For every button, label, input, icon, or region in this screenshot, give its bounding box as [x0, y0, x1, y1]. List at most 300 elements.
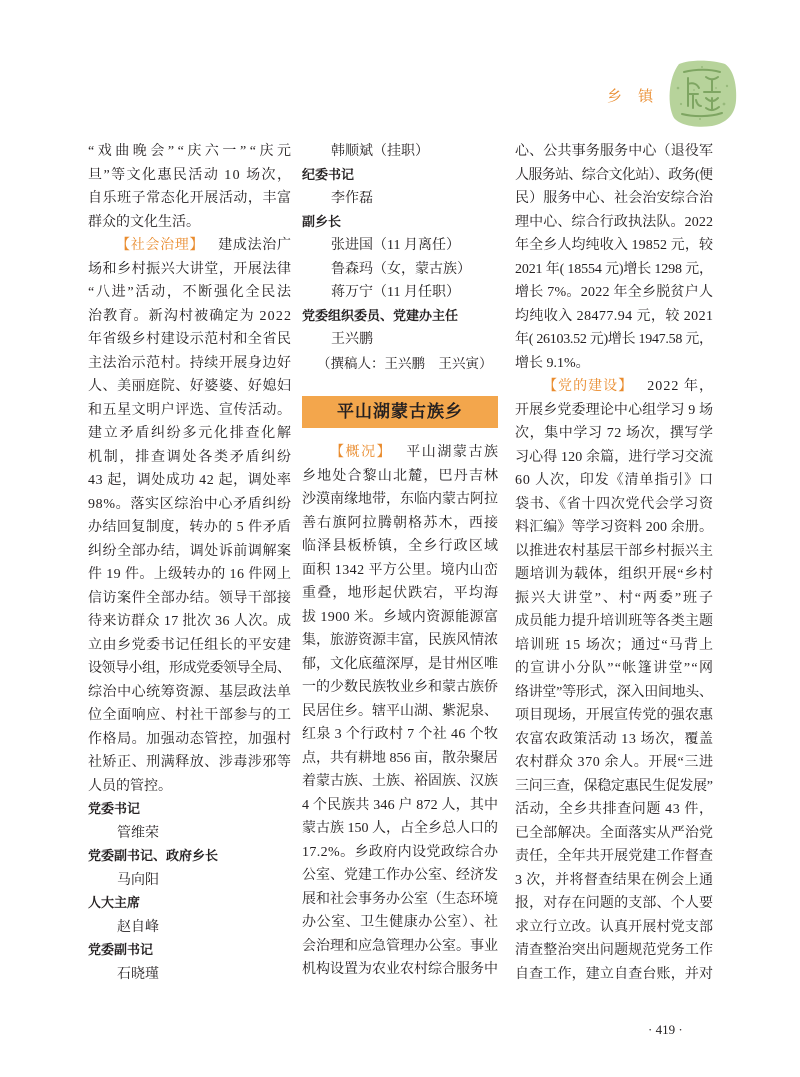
paragraph-text: 和五星文明户评选、宣传活动。 [88, 402, 292, 418]
paragraph-line [515, 375, 713, 399]
official-name [302, 187, 498, 211]
paragraph-line [88, 422, 291, 446]
paragraph-text: 郁，文化底蕴深厚，是甘州区唯 [302, 656, 498, 672]
paragraph-line-text [302, 653, 498, 677]
paragraph-text: 纠纷全部办结，调处诉前调解案 [88, 543, 292, 559]
paragraph-line [88, 516, 291, 540]
paragraph-line-text [302, 911, 499, 935]
paragraph-line [515, 446, 713, 470]
paragraph-line-text [88, 775, 172, 799]
paragraph-line [88, 234, 291, 258]
paragraph-line [88, 187, 291, 211]
paragraph-line-text [543, 375, 714, 399]
paragraph-line [88, 305, 291, 329]
paragraph-text: 办公室、卫生健康办公室）、社 [302, 915, 499, 931]
paragraph-line [515, 140, 713, 164]
paragraph-line-text [302, 723, 498, 747]
paragraph-line-text [88, 610, 291, 634]
paragraph-line-text [302, 465, 499, 489]
paragraph-line-text [302, 841, 498, 865]
paragraph-line [515, 704, 713, 728]
position-title [88, 939, 291, 963]
paragraph-line-text [88, 399, 292, 423]
paragraph-line-text [302, 747, 498, 771]
position-title [88, 892, 291, 916]
paragraph-line-text [302, 606, 498, 630]
paragraph-line [515, 845, 713, 869]
paragraph-text: 乡地处合黎山北麓，巴丹吉林 [302, 468, 500, 484]
paragraph-text: 题培训为载体，组织开展“乡村 [515, 567, 714, 583]
paragraph-line-text [88, 516, 291, 540]
paragraph-text: 求立行立改。认真开展村党支部 [515, 919, 714, 935]
paragraph-line-text [515, 798, 714, 822]
official-name-text: 管维荣 [117, 825, 159, 841]
paragraph-line-text [302, 700, 498, 724]
official-name-text: 石晓瑾 [117, 966, 159, 982]
paragraph-line-text [302, 629, 498, 653]
paragraph-text: 沙漠南缘地带，东临内蒙古阿拉 [302, 492, 498, 508]
paragraph-text: 场和乡村振兴大讲堂，开展法律 [88, 261, 292, 277]
paragraph-text: 责任，全年共开展党建工作督查 [515, 849, 714, 865]
paragraph-line-text [88, 422, 293, 446]
paragraph-line-text [515, 516, 713, 540]
paragraph-line-text [88, 704, 292, 728]
paragraph-text: 报，对存在问题的支部、个人要 [515, 896, 714, 912]
paragraph-line-text [515, 963, 713, 987]
paragraph-text: 袋书、《省十四次党代会学习资 [515, 496, 714, 512]
paragraph-text: 年( 26103.52 元)增长 1947.58 元， [515, 332, 713, 348]
paragraph-line [302, 888, 498, 912]
paragraph-text: 次，集中学习 72 场次，撰写学 [515, 426, 714, 442]
paragraph-text: 重叠，地形起伏跌宕，平均海 [302, 586, 500, 602]
paragraph-line-text [515, 728, 714, 752]
paragraph-line [515, 469, 713, 493]
paragraph-text: 均纯收入 28477.94 元，较 2021 [515, 308, 714, 324]
paragraph-text: 60 人次，印发《清单指引》口 [515, 473, 714, 489]
paragraph-line-text [515, 493, 714, 517]
paragraph-line-text [515, 352, 590, 376]
paragraph-text: 人员的管控。 [88, 778, 172, 794]
position-title [302, 211, 498, 235]
paragraph-text: 民居住乡。辖平山湖、紫泥泉、 [302, 703, 498, 719]
paragraph-line-text [515, 187, 713, 211]
position-title-text: 党委书记 [88, 802, 141, 818]
paragraph-line [88, 634, 291, 658]
paragraph-line-text [88, 751, 292, 775]
paragraph-line-text [515, 869, 713, 893]
paragraph-line-text [302, 817, 498, 841]
paragraph-line [88, 446, 291, 470]
paragraph-text: 着蒙古族、土族、裕固族、汉族 [302, 774, 498, 790]
paragraph-text: 料汇编》等学习资料 200 余册。 [515, 520, 714, 536]
paragraph-line [515, 164, 713, 188]
paragraph-line [88, 681, 291, 705]
paragraph-text: 增长 9.1%。 [515, 355, 590, 371]
paragraph-heading-marker: 【社会治理】 [116, 238, 205, 254]
paragraph-line [302, 817, 498, 841]
paragraph-line-text [88, 587, 292, 611]
paragraph-text: 治教育。新沟村被确定为 2022 [88, 308, 293, 324]
paragraph-line-text [330, 441, 500, 465]
paragraph-text: 以推进农村基层干部乡村振兴主 [515, 543, 714, 559]
paragraph-line [88, 375, 291, 399]
paragraph-line-text [302, 559, 498, 583]
paragraph-line-text [515, 704, 713, 728]
paragraph-line [88, 587, 291, 611]
text-column-right [515, 140, 713, 986]
paragraph-text: 习心得 120 余篇，进行学习交流 [515, 449, 714, 465]
paragraph-line [302, 723, 498, 747]
paragraph-line [515, 939, 713, 963]
paragraph-line-text [515, 446, 713, 470]
official-name-text: 李作磊 [331, 191, 373, 207]
paragraph-text: 主法治示范村。持续开展身边好 [88, 355, 292, 371]
paragraph-line [515, 493, 713, 517]
paragraph-text: 点，共有耕地 856 亩，散杂聚居 [302, 750, 498, 766]
position-title-text: 党委副书记 [88, 943, 154, 959]
paragraph-line [515, 352, 713, 376]
paragraph-line [302, 700, 498, 724]
paragraph-line-text [515, 610, 713, 634]
paragraph-line-text [515, 328, 713, 352]
paragraph-line-text [515, 657, 714, 681]
paragraph-text: 临泽县板桥镇，全乡行政区域 [302, 539, 500, 555]
paragraph-line-text [88, 352, 292, 376]
paragraph-line-text [302, 488, 498, 512]
paragraph-text: 机构设置为农业农村综合服务中 [302, 962, 498, 978]
paragraph-text: 建立矛盾纠纷多元化排查化解 [88, 426, 293, 442]
paragraph-line-text [88, 305, 292, 329]
paragraph-text: 自查工作，建立自查台账，并对 [515, 966, 714, 982]
paragraph-line-text [88, 258, 292, 282]
paragraph-line [88, 258, 291, 282]
paragraph-line [515, 563, 713, 587]
paragraph-line-text [515, 681, 713, 705]
paragraph-line [88, 751, 291, 775]
paragraph-line [88, 657, 291, 681]
paragraph-line-text [515, 563, 714, 587]
paragraph-line [302, 841, 498, 865]
official-name-text: 张进国（11 月离任） [331, 238, 460, 254]
paragraph-text: 立由乡党委书记任组长的平安建 [88, 637, 292, 653]
paragraph-line [515, 751, 713, 775]
paragraph-line-text [302, 958, 498, 982]
paragraph-line-text [302, 535, 499, 559]
paragraph-line-text [515, 892, 713, 916]
position-title [302, 164, 498, 188]
paragraph-line [88, 328, 291, 352]
text-column-middle [302, 140, 498, 982]
paragraph-line [515, 305, 713, 329]
official-name [88, 869, 291, 893]
paragraph-line-text [515, 751, 714, 775]
paragraph-line [88, 704, 291, 728]
paragraph-text: 善右旗阿拉腾朝格苏木，西接 [302, 515, 500, 531]
paragraph-line [302, 465, 498, 489]
paragraph-line-text [88, 328, 292, 352]
paragraph-line [88, 164, 291, 188]
paragraph-line [88, 563, 291, 587]
paragraph-line-text [515, 916, 713, 940]
paragraph-line [302, 512, 498, 536]
paragraph-line [515, 281, 713, 305]
paragraph-line [515, 916, 713, 940]
paragraph-line-text [88, 375, 292, 399]
paragraph-line [302, 488, 498, 512]
paragraph-line [302, 770, 498, 794]
paragraph-heading-marker: 【概况】 [330, 445, 393, 461]
paragraph-text: 已全部解决。全面落实从严治党 [515, 825, 714, 841]
paragraph-line [302, 629, 498, 653]
paragraph-line-text [515, 822, 713, 846]
paragraph-line-text [116, 234, 292, 258]
paragraph-line-text [88, 446, 293, 470]
paragraph-line-text [88, 281, 293, 305]
paragraph-line [302, 958, 498, 982]
paragraph-line-text [302, 770, 498, 794]
paragraph-line [515, 728, 713, 752]
paragraph-line-text [88, 140, 295, 164]
paragraph-text: 43 起，调处成功 42 起，调处率 [88, 473, 292, 489]
author-credit-text: （撰稿人：王兴鹏 王兴寅） [317, 355, 493, 371]
official-name [302, 281, 498, 305]
position-title-text: 副乡长 [302, 214, 342, 230]
paragraph-line-text [515, 587, 715, 611]
paragraph-text: 蒙古族 150 人，占全乡总人口的 [302, 821, 498, 837]
paragraph-text: 一的少数民族牧业乡和蒙古族侨 [302, 680, 498, 696]
paragraph-text: “戏曲晚会”“庆六一”“庆元 [88, 144, 295, 160]
paragraph-line [515, 399, 713, 423]
paragraph-text: 旦”等文化惠民活动 10 场次， [88, 167, 293, 183]
paragraph-line-text [515, 775, 713, 799]
paragraph-line-text [515, 281, 713, 305]
position-title [88, 798, 291, 822]
position-title-text: 党委组织委员、党建办主任 [302, 308, 459, 324]
paragraph-line-text [302, 794, 498, 818]
official-name [88, 916, 291, 940]
paragraph-text: 人、美丽庭院、好婆婆、好媳妇 [88, 379, 292, 395]
paragraph-line [302, 441, 498, 465]
paragraph-text: 项目现场，开展宣传党的强农惠 [515, 708, 714, 724]
official-name-text: 王兴鹏 [331, 332, 373, 348]
paragraph-line [88, 469, 291, 493]
paragraph-line-text [515, 469, 714, 493]
position-title [302, 305, 498, 329]
position-title-text: 党委副书记、政府乡长 [88, 849, 219, 865]
paragraph-text: 自乐班子常态化开展活动，丰富 [88, 191, 292, 207]
paragraph-text: 人服务站、综合文化站）、政务(便 [515, 167, 713, 183]
paragraph-text: 综治中心统筹资源、基层政法单 [88, 684, 292, 700]
paragraph-text: 活动，全乡共排查问题 43 件， [515, 802, 714, 818]
paragraph-line [88, 140, 295, 164]
paragraph-text: 建成法治广 [218, 238, 292, 254]
paragraph-line [302, 864, 498, 888]
paragraph-line [515, 211, 713, 235]
paragraph-line [88, 211, 291, 235]
paragraph-line [515, 657, 713, 681]
paragraph-line [515, 775, 713, 799]
paragraph-text: 位全面响应、村社干部参与的工 [88, 708, 292, 724]
paragraph-text: 98%。落实区综治中心矛盾纠纷 [88, 496, 292, 512]
paragraph-text: 面积 1342 平方公里。境内山峦 [302, 562, 499, 578]
paragraph-line-text [302, 512, 499, 536]
paragraph-text: 机制，排查调处各类矛盾纠纷 [88, 449, 293, 465]
paragraph-line [515, 540, 713, 564]
paragraph-text: 会治理和应急管理办公室。事业 [302, 938, 498, 954]
paragraph-line [302, 747, 498, 771]
paragraph-text: 平山湖蒙古族 [406, 445, 500, 461]
paragraph-text: 农富农政策活动 13 场次，覆盖 [515, 731, 714, 747]
official-name-text: 韩顺斌（挂职） [331, 144, 429, 160]
paragraph-text: 社矫正、刑满释放、涉毒涉邪等 [88, 755, 292, 771]
paragraph-text: 件 19 件。上级转办的 16 件网上 [88, 567, 292, 583]
paragraph-line-text [515, 140, 713, 164]
paragraph-text: 红泉 3 个行政村 7 个社 46 个牧 [302, 727, 499, 743]
paragraph-line-text [515, 305, 713, 329]
paragraph-line [515, 516, 713, 540]
paragraph-text: 年省级乡村建设示范村和全省民 [88, 332, 292, 348]
official-name [88, 822, 291, 846]
paragraph-text: 拔 1900 米。乡域内资源能源富 [302, 609, 499, 625]
green-stone-seal-icon [666, 58, 738, 128]
paragraph-line-text [515, 211, 713, 235]
paragraph-line [302, 653, 498, 677]
paragraph-text: 成员能力提升培训班等各类主题 [515, 614, 714, 630]
paragraph-line-text [302, 864, 498, 888]
official-name [302, 140, 498, 164]
paragraph-line-text [515, 540, 713, 564]
page-number: · 419 · [648, 1022, 683, 1037]
paragraph-text: 2021 年( 18554 元)增长 1298 元， [515, 261, 713, 277]
paragraph-line-text [515, 422, 714, 446]
paragraph-line-text [88, 540, 292, 564]
paragraph-text: 群众的文化生活。 [88, 214, 200, 230]
paragraph-text: 3 次，并将督查结果在例会上通 [515, 872, 714, 888]
paragraph-line [88, 728, 291, 752]
section-heading-box [302, 396, 498, 428]
paragraph-line [515, 187, 713, 211]
paragraph-line [515, 869, 713, 893]
paragraph-text: 17.2%。乡政府内设党政综合办 [302, 844, 499, 860]
text-column-left [88, 140, 295, 986]
paragraph-line-text [515, 939, 713, 963]
paragraph-line [515, 422, 713, 446]
paragraph-text: 络讲堂”等形式，深入田间地头、 [515, 684, 713, 700]
paragraph-text: 民）服务中心、社会治安综合治 [515, 191, 714, 207]
paragraph-line [88, 399, 291, 423]
paragraph-line-text [88, 469, 292, 493]
paragraph-line-text [88, 657, 291, 681]
paragraph-text: 设领导小组，形成党委领导全局、 [88, 661, 291, 677]
paragraph-line [88, 352, 291, 376]
paragraph-line-text [515, 164, 712, 188]
paragraph-text: 待来访群众 17 批次 36 人次。成 [88, 614, 292, 630]
official-name [302, 234, 498, 258]
paragraph-line-text [88, 681, 292, 705]
official-name [302, 258, 498, 282]
author-credit [302, 352, 498, 376]
paragraph-line-text [515, 845, 713, 869]
section-heading-text: 平山湖蒙古族乡 [337, 402, 463, 421]
paragraph-line-text [515, 399, 713, 423]
paragraph-text: 增长 7%。2022 年全乡脱贫户人 [515, 285, 714, 301]
paragraph-line-text [88, 728, 292, 752]
running-head-section-label: 乡 镇 [607, 88, 660, 105]
paragraph-line-text [88, 211, 200, 235]
paragraph-line-text [302, 676, 498, 700]
paragraph-text: 公室、党建工作办公室、经济发 [302, 868, 498, 884]
official-name-text: 赵自峰 [117, 919, 159, 935]
official-name-text: 马向阳 [117, 872, 159, 888]
position-title-text: 人大主席 [88, 896, 141, 912]
official-name [302, 328, 498, 352]
paragraph-text: 作格局。加强动态管控，加强村 [88, 731, 292, 747]
paragraph-text: 心、公共事务服务中心（退役军 [515, 144, 714, 160]
paragraph-text: 集，旅游资源丰富，民族风情浓 [302, 633, 498, 649]
paragraph-text: 展和社会事务办公室（生态环境 [302, 891, 498, 907]
paragraph-line [302, 794, 498, 818]
paragraph-text: 清查整治突出问题规范党务工作 [515, 943, 714, 959]
paragraph-line [302, 559, 498, 583]
paragraph-line [302, 606, 498, 630]
paragraph-line [515, 258, 713, 282]
paragraph-line [515, 681, 713, 705]
paragraph-line [515, 328, 713, 352]
paragraph-text: 理中心、综合行政执法队。2022 [515, 214, 714, 230]
paragraph-line-text [88, 634, 292, 658]
paragraph-line [515, 234, 713, 258]
paragraph-text: 信访案件全部办结。领导干部接 [88, 590, 292, 606]
paragraph-line-text [515, 258, 713, 282]
paragraph-line [88, 493, 291, 517]
paragraph-line-text [302, 935, 498, 959]
paragraph-line-text [515, 634, 714, 658]
paragraph-text: 的宣讲小分队”“帐篷讲堂”“网 [515, 661, 715, 677]
paragraph-line-text [88, 164, 292, 188]
paragraph-text: 4 个民族共 346 户 872 人，其中 [302, 797, 499, 813]
paragraph-text: 农村群众 370 余人。开展“三进 [515, 755, 714, 771]
paragraph-text: 年全乡人均纯收入 19852 元，较 [515, 238, 714, 254]
paragraph-line-text [302, 888, 498, 912]
paragraph-line [88, 540, 291, 564]
paragraph-text: “八进”活动，不断强化全民法 [88, 285, 293, 301]
paragraph-line [515, 587, 713, 611]
paragraph-line [515, 822, 713, 846]
paragraph-text: 振兴大讲堂”、村“两委”班子 [515, 590, 715, 606]
paragraph-line-text [88, 493, 292, 517]
paragraph-line-text [88, 187, 292, 211]
paragraph-text: 2022 年， [647, 379, 715, 395]
paragraph-line [88, 610, 291, 634]
paragraph-line [302, 535, 498, 559]
official-name-text: 鲁森玛（女，蒙古族） [331, 261, 471, 277]
paragraph-line [515, 634, 713, 658]
official-name-text: 蒋万宁（11 月任职） [331, 285, 460, 301]
paragraph-text: 办结回复制度，转办的 5 件矛盾 [88, 520, 292, 536]
paragraph-heading-marker: 【党的建设】 [543, 379, 634, 395]
official-name [88, 963, 291, 987]
paragraph-line [302, 582, 498, 606]
paragraph-line [88, 775, 291, 799]
paragraph-line [515, 963, 713, 987]
paragraph-line-text [88, 563, 291, 587]
position-title-text: 纪委书记 [302, 167, 355, 183]
paragraph-line [88, 281, 291, 305]
paragraph-line [302, 935, 498, 959]
paragraph-line [302, 676, 498, 700]
paragraph-line [302, 911, 498, 935]
paragraph-line [515, 892, 713, 916]
